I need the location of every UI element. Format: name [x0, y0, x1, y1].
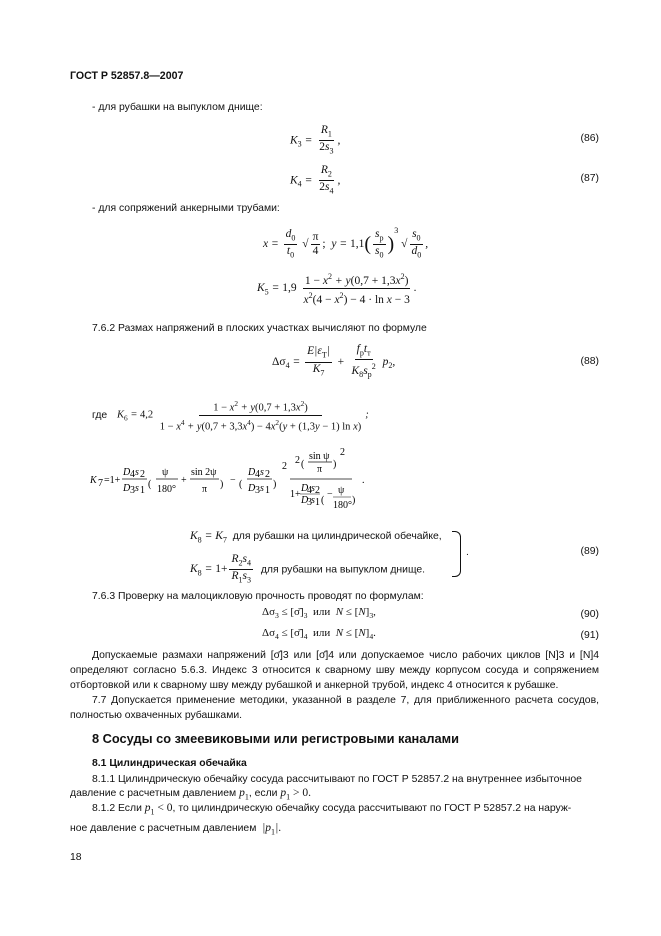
page-number: 18: [70, 852, 82, 863]
equation-k7: [90, 445, 370, 519]
svg-text:.: .: [362, 475, 365, 486]
equation-k6: $K_6 = 4,2$ $\frac{1 - x^2 + y(0,7 + 1,3x^2)}{1 - x^4 + y(0,7 + 3,3x^4) - 4x^2(y + (1,3y - 1) \ln x)}$ ;: [117, 399, 369, 432]
svg-text:s: s: [260, 483, 264, 494]
svg-text:+: +: [181, 475, 187, 486]
svg-text:s: s: [135, 483, 139, 494]
equation-91: $\Delta\sigma_4$ ≤ $[\sigmā]_4$ или $N \le [N]_4$.: [262, 627, 376, 642]
svg-text:2: 2: [295, 455, 300, 466]
svg-text:7: 7: [98, 478, 103, 489]
equation-number-86: (86): [580, 133, 599, 144]
page-header: ГОСТ Р 52857.8—2007: [70, 70, 184, 82]
equation-k8-convex: $K_8 = 1+$ $\frac{R_2s_4}{R_1s_3}$ для рубашки на выпуклом днище.: [190, 553, 426, 585]
svg-text:s: s: [311, 495, 315, 506]
svg-text:ψ: ψ: [338, 485, 345, 496]
svg-text:4: 4: [307, 485, 312, 496]
equation-k5: $K_5 = 1,9$ $\frac{1 - x^2 + y(0,7 + 1,3x^2)}{x^2(4 - x^2) - 4 \cdot \ln x - 3}$ .: [257, 272, 417, 306]
subsection-8-1-heading: 8.1 Цилиндрическая обечайка: [92, 758, 247, 769]
paragraph-7-6-3: 7.6.3 Проверку на малоцикловую прочность проводят по формулам:: [92, 591, 424, 602]
equation-number-87: (87): [580, 173, 599, 184]
equation-86: $K_3$ = $\frac{R_1}{2s_3}$ ,: [290, 124, 341, 156]
svg-text:D: D: [248, 483, 256, 494]
svg-text:=1+: =1+: [104, 475, 121, 486]
section-8-heading: 8 Сосуды со змеевиковыми или регистровыми каналами: [92, 731, 459, 746]
svg-text:3: 3: [255, 485, 260, 496]
paragraph-8-1-1-line2: давление с расчетным давлением $p_1$, если $p_1 > 0$.: [70, 787, 312, 802]
paragraph-8-1-2-line2: ное давление с расчетным давлением $|p_1|$.: [70, 822, 282, 837]
svg-text:π: π: [202, 484, 208, 495]
svg-text:π: π: [317, 464, 323, 475]
equation-90: $\Delta\sigma_3$ ≤ $[\sigmā]_3$ или $N \le [N]_3$,: [262, 606, 376, 621]
svg-text:sin ψ: sin ψ: [309, 451, 330, 462]
svg-text:s: s: [260, 467, 264, 478]
equation-number-90: (90): [580, 609, 599, 620]
svg-text:3: 3: [307, 497, 312, 508]
svg-text:4: 4: [255, 469, 260, 480]
svg-text:): ): [273, 479, 277, 490]
svg-text:sin 2ψ: sin 2ψ: [191, 467, 217, 478]
svg-text:180°: 180°: [157, 484, 176, 495]
where-label: где: [92, 410, 108, 421]
equation-88: $\Delta\sigma_4$ = $\frac{E|\varepsilon_T|}{K_7}$ + $\frac{f_pt_т}{K_8s_p^2}$ $p_2$,: [272, 343, 396, 380]
paragraph-7-7: 7.7 Допускается применение методики, указанной в разделе 7, для приближенного расчета сосудов, полностью охваченных рубашками.: [70, 695, 599, 721]
svg-text:s: s: [135, 467, 139, 478]
svg-text:2: 2: [340, 447, 345, 458]
svg-text:ψ: ψ: [162, 467, 169, 478]
svg-text:2: 2: [315, 485, 320, 496]
equation-k8-cylindrical: $K_8 = K_7$ для рубашки на цилиндрической обечайке,: [190, 530, 442, 545]
svg-text:): ): [352, 495, 356, 506]
svg-text:D: D: [301, 495, 309, 506]
svg-text:): ): [220, 479, 224, 490]
svg-text:D: D: [248, 467, 256, 478]
equation-87: $K_4$ = $\frac{R_2}{2s_4}$ ,: [290, 164, 341, 196]
svg-text:(: (: [321, 495, 325, 506]
svg-text:1: 1: [140, 485, 145, 496]
brace: [452, 531, 461, 577]
svg-text:D: D: [301, 483, 309, 494]
equation-number-89: (89): [580, 546, 599, 557]
svg-text:D: D: [123, 483, 131, 494]
svg-text:1: 1: [315, 497, 320, 508]
paragraph-anchor-pipes: - для сопряжений анкерными трубами:: [92, 203, 280, 214]
k8-convex-label: для рубашки на выпуклом днище.: [260, 564, 426, 576]
svg-text:−: −: [327, 489, 333, 500]
svg-text:(: (: [148, 479, 152, 490]
equation-number-88: (88): [580, 356, 599, 367]
svg-text:1: 1: [265, 485, 270, 496]
paragraph-allowable: Допускаемые размахи напряжений [σ̄]3 или [σ̄]4 или допускаемое число рабочих циклов [N]3 и [N]4 определяют согласно 5.6.3. Индекс 3 относится к сварному шву между корпусом сосуда и сопряжением отбортовкой или к сварному шву между рубашкой и анкерной трубой, индекс 4 относится к рубашке.: [70, 650, 599, 691]
svg-text:2: 2: [265, 469, 270, 480]
svg-text:2: 2: [282, 461, 287, 472]
svg-text:s: s: [311, 483, 315, 494]
paragraph-8-1-1-line1: 8.1.1 Цилиндрическую обечайку сосуда рассчитывают по ГОСТ Р 52857.2 на внутреннее избыточное: [92, 774, 582, 785]
k8-cylindrical-label: для рубашки на цилиндрической обечайке,: [232, 531, 442, 542]
svg-text:(: (: [301, 459, 305, 470]
svg-text:1+: 1+: [290, 489, 301, 500]
equation-number-91: (91): [580, 630, 599, 641]
paragraph-jacket-convex: - для рубашки на выпуклом днище:: [92, 102, 263, 113]
svg-text:2: 2: [140, 469, 145, 480]
svg-text:−: −: [230, 475, 236, 486]
svg-text:3: 3: [130, 485, 135, 496]
equation-x-y: x = $\frac{d_0}{t_0}$ √ $\frac{\pi}{4}$ ; y = 1,1( $\frac{s_p}{s_0}$ )$^3$ √ $\frac{s_0}{d_0}$ ,: [263, 226, 429, 260]
paragraph-7-6-2: 7.6.2 Размах напряжений в плоских участках вычисляют по формуле: [92, 323, 427, 334]
svg-text:K: K: [90, 475, 97, 486]
svg-text:4: 4: [130, 469, 135, 480]
paragraph-8-1-2-line1: 8.1.2 Если $p_1 < 0$, то цилиндрическую обечайку сосуда рассчитывают по ГОСТ Р 52857.2 на наруж-: [92, 802, 572, 817]
brace-period: .: [466, 547, 469, 558]
svg-text:): ): [333, 459, 337, 470]
svg-text:(: (: [239, 479, 243, 490]
svg-text:D: D: [123, 467, 131, 478]
svg-text:180°: 180°: [333, 500, 352, 511]
